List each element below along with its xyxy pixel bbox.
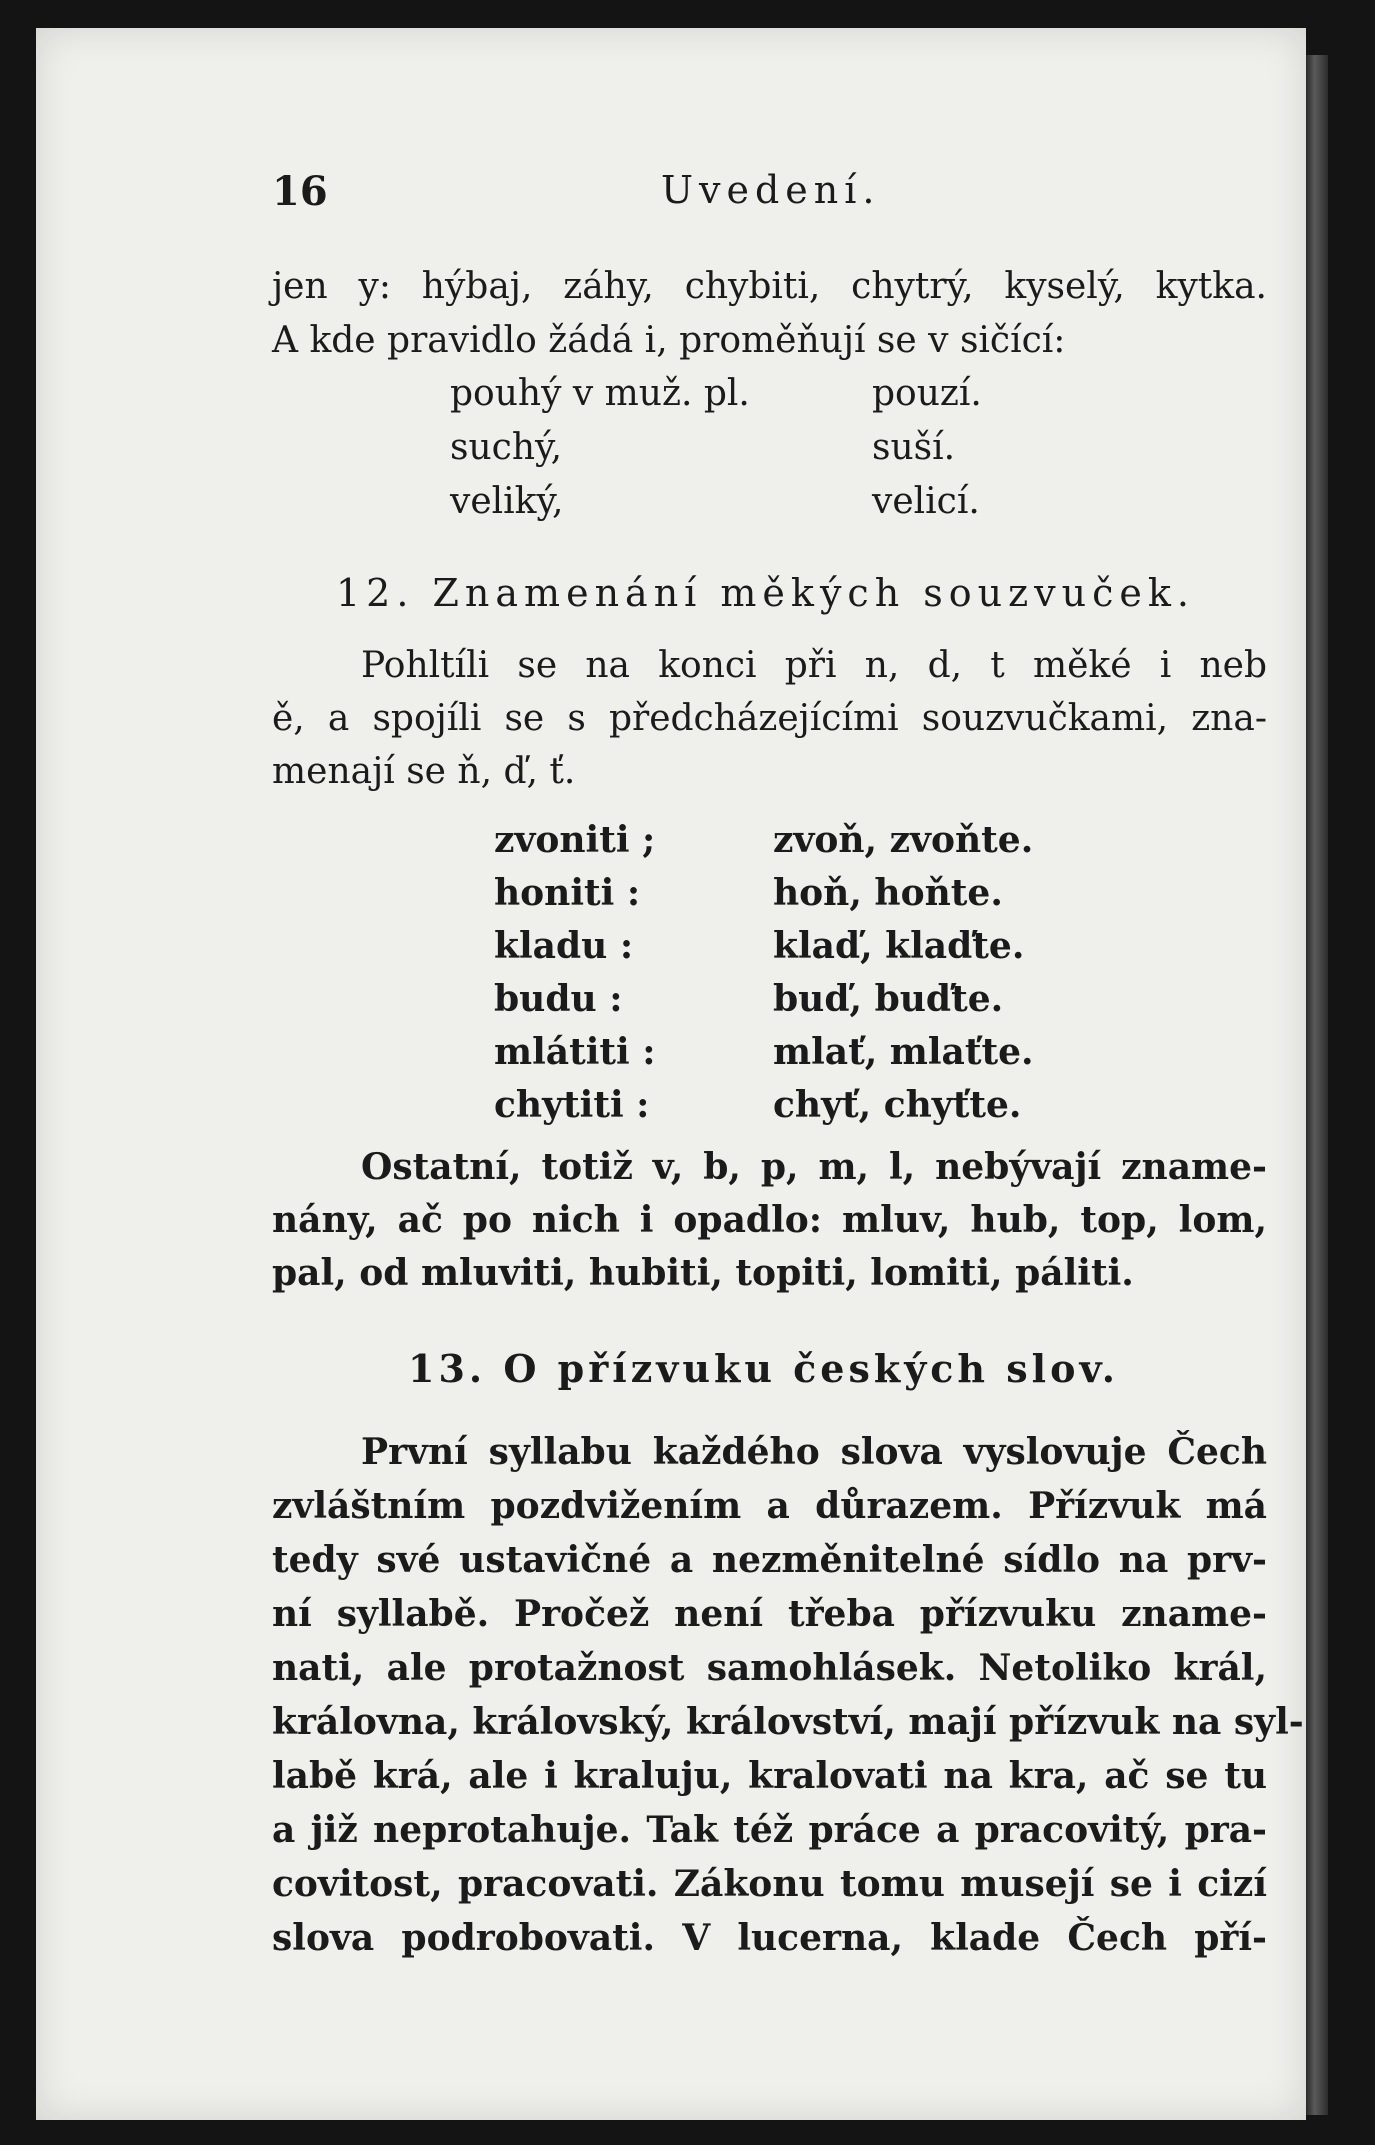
text-line: a již neprotahuje. Tak též práce a pracovitý, pra- <box>272 1809 1267 1851</box>
example-right: klaď, klaďte. <box>773 925 1025 967</box>
text-line: zvláštním pozdvižením a důrazem. Přízvuk má <box>272 1485 1267 1527</box>
example-right: zvoň, zvoňte. <box>773 819 1034 861</box>
book-page <box>36 28 1306 2120</box>
example-right: pouzí. <box>872 373 982 414</box>
text-line: A kde pravidlo žádá i, proměňují se v sičící: <box>272 320 1066 361</box>
text-line: pal, od mluviti, hubiti, topiti, lomiti, páliti. <box>272 1252 1134 1294</box>
text-line: tedy své ustavičné a nezměnitelné sídlo na prv- <box>272 1539 1267 1581</box>
example-right: chyť, chyťte. <box>773 1084 1022 1126</box>
example-right: velicí. <box>872 481 980 522</box>
example-left: zvoniti ; <box>494 819 656 861</box>
example-left: budu : <box>494 978 623 1020</box>
text-line: ě, a spojíli se s předcházejícími souzvučkami, zna- <box>272 698 1267 739</box>
example-right: buď, buďte. <box>773 978 1004 1020</box>
text-line: Pohltíli se na konci při n, d, t měké i neb <box>361 645 1267 686</box>
text-line: menají se ň, ď, ť. <box>272 751 576 792</box>
text-line: covitost, pracovati. Zákonu tomu musejí se i cizí <box>272 1863 1267 1905</box>
text-line: slova podrobovati. V lucerna, klade Čech pří- <box>272 1917 1267 1959</box>
page-edge-shadow <box>1306 55 1328 2115</box>
example-left: veliký, <box>450 481 564 522</box>
section-heading: 13. O přízvuku českých slov. <box>408 1346 1119 1391</box>
section-heading: 12. Znamenání měkých souzvuček. <box>336 571 1195 615</box>
example-left: honiti : <box>494 872 641 914</box>
text-line: Ostatní, totiž v, b, p, m, l, nebývají zname- <box>361 1146 1267 1188</box>
example-left: chytiti : <box>494 1084 650 1126</box>
text-line: ní syllabě. Pročež není třeba přízvuku zname- <box>272 1593 1267 1635</box>
example-left: suchý, <box>450 427 563 468</box>
example-left: mlátiti : <box>494 1031 656 1073</box>
example-left: pouhý v muž. pl. <box>450 373 750 414</box>
text-line: První syllabu každého slova vyslovuje Čech <box>361 1431 1267 1473</box>
text-line: jen y: hýbaj, záhy, chybiti, chytrý, kyselý, kytka. <box>272 266 1267 307</box>
running-title: Uvedení. <box>661 168 881 212</box>
example-right: suší. <box>872 427 956 468</box>
example-right: mlať, mlaťte. <box>773 1031 1034 1073</box>
example-right: hoň, hoňte. <box>773 872 1003 914</box>
text-line: nány, ač po nich i opadlo: mluv, hub, top, lom, <box>272 1199 1267 1241</box>
text-line: labě krá, ale i kraluju, kralovati na kra, ač se tu <box>272 1755 1267 1797</box>
page-text <box>36 28 1306 2120</box>
text-line: královna, královský, království, mají přízvuk na syl- <box>272 1701 1304 1743</box>
example-left: kladu : <box>494 925 634 967</box>
page-number: 16 <box>272 168 328 215</box>
text-line: nati, ale protažnost samohlásek. Netoliko král, <box>272 1647 1267 1689</box>
